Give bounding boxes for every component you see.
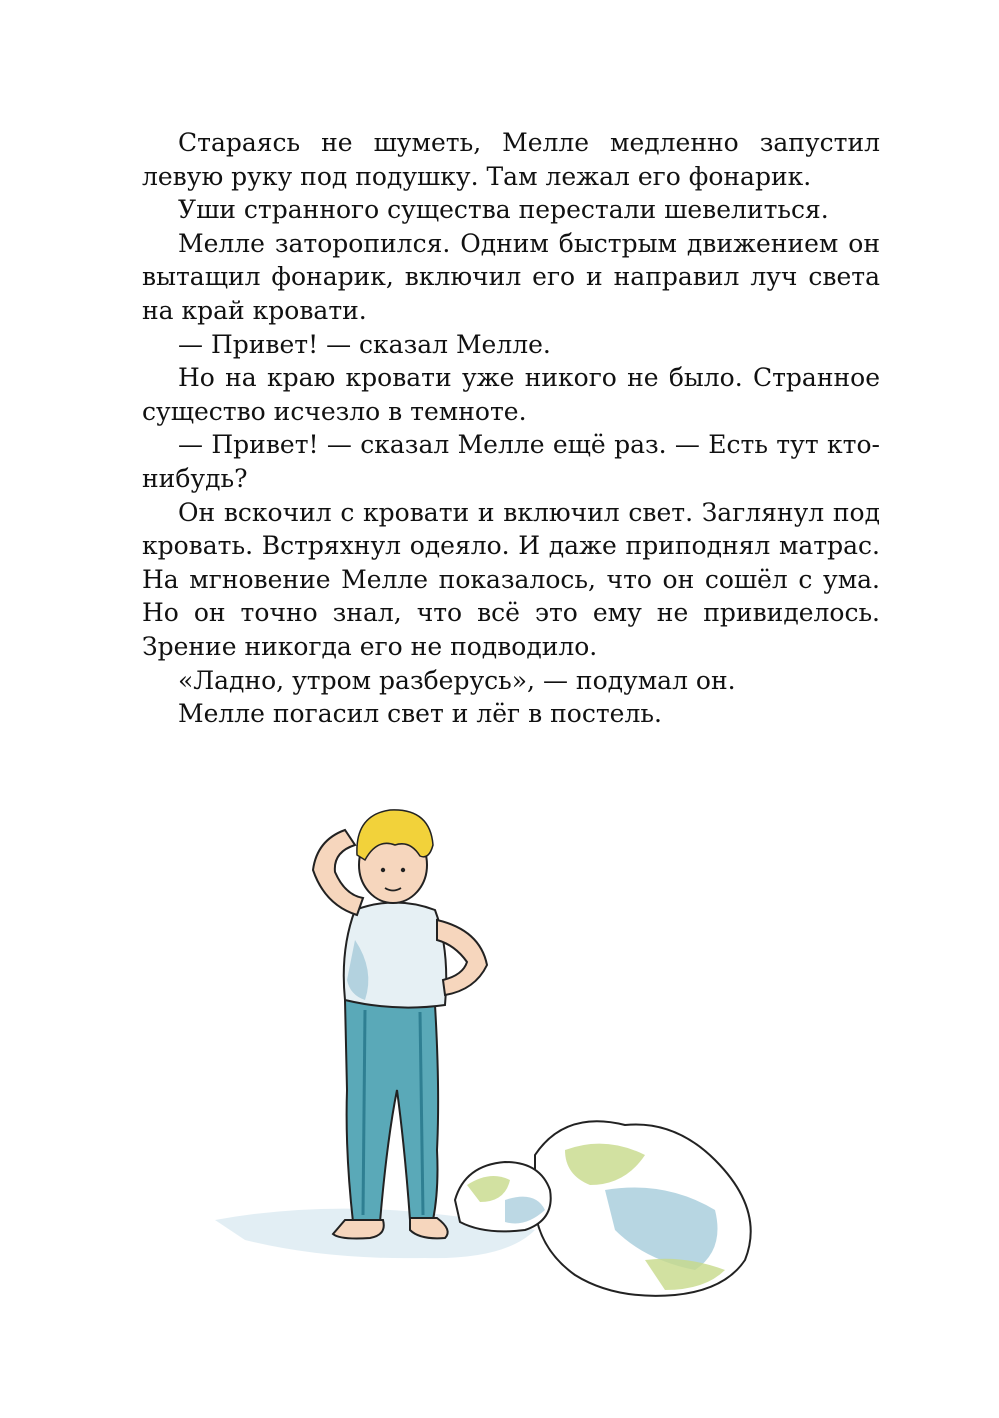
paragraph-6: — Привет! — сказал Мелле ещё раз. — Есть тут кто-нибудь? <box>142 430 880 493</box>
paragraph-9: Мелле погасил свет и лёг в постель. <box>178 699 662 729</box>
boy-illustration <box>205 790 765 1330</box>
paragraph-2: Уши странного существа перестали шевелиться. <box>178 195 829 225</box>
right-eye <box>401 868 405 872</box>
left-eye <box>381 868 385 872</box>
body-text <box>142 126 880 731</box>
paragraph-3: Мелле заторопился. Одним быстрым движением он вытащил фонарик, включил его и направил луч света на край кровати. <box>142 228 880 325</box>
pants <box>345 998 438 1222</box>
paragraph-4: — Привет! — сказал Мелле. <box>178 329 551 359</box>
paragraph-1: Стараясь не шуметь, Мелле медленно запустил левую руку под подушку. Там лежал его фонарик. <box>142 128 880 191</box>
paragraph-8: «Ладно, утром разберусь», — подумал он. <box>178 665 736 695</box>
paragraph-5: Но на краю кровати уже никого не было. Странное существо исчезло в темноте. <box>142 363 880 426</box>
paragraph-7: Он вскочил с кровати и включил свет. Заглянул под кровать. Встряхнул одеяло. И даже приподнял матрас. На мгновение Мелле показалось, что он сошёл с ума. Но он точно знал, что всё это ему не привиделось. Зрение никогда его не подводило. <box>142 497 880 661</box>
pants-stripe-1 <box>363 1010 365 1215</box>
left-arm-raised <box>313 830 363 915</box>
rock-small <box>455 1162 551 1231</box>
